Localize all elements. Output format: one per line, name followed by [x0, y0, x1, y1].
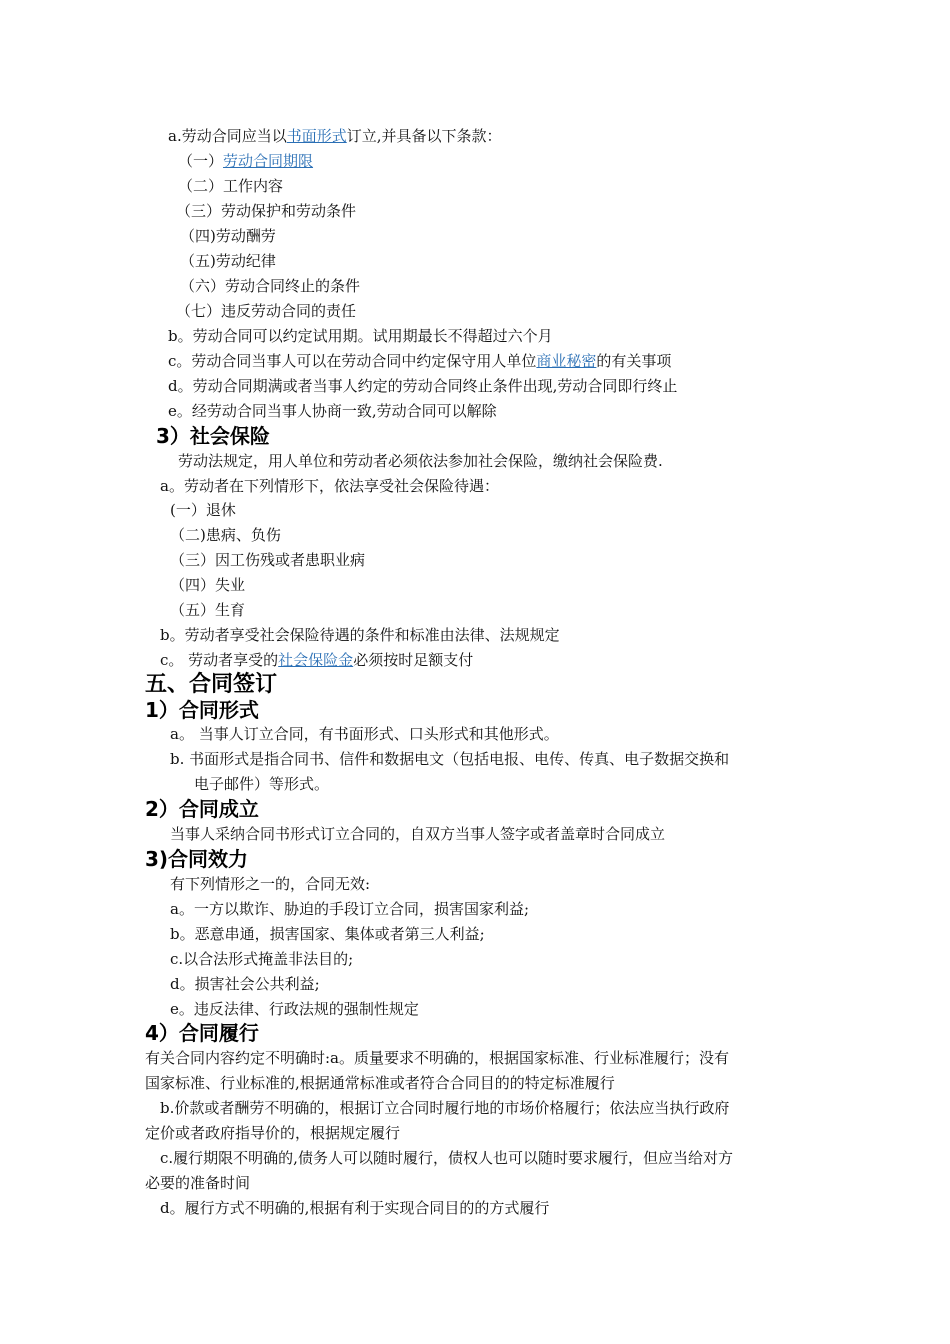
term-item-1-prefix: （一）	[178, 152, 224, 170]
social-item-1: (一）退休	[170, 501, 236, 519]
contract-performance-heading: 4）合同履行	[145, 1021, 259, 1045]
performance-c-line2: 必要的准备时间	[145, 1174, 251, 1192]
term-a-line	[168, 126, 502, 146]
performance-b-line1: b.价款或者酬劳不明确的，根据订立合同时履行地的市场价格履行；依法应当执行政府	[160, 1099, 730, 1117]
term-item-6: （六）劳动合同终止的条件	[180, 277, 361, 295]
term-e: e。经劳动合同当事人协商一致,劳动合同可以解除	[168, 402, 497, 420]
term-item-2: （二）工作内容	[178, 177, 284, 195]
term-c-line	[168, 351, 671, 371]
social-insurance-c-line	[160, 650, 473, 670]
contract-form-b-cont: 电子邮件）等形式。	[194, 775, 330, 793]
contract-form-b: b. 书面形式是指合同书、信件和数据电文（包括电报、电传、传真、电子数据交换和	[170, 750, 730, 768]
contract-formation-text: 当事人采纳合同书形式订立合同的，自双方当事人签字或者盖章时合同成立	[170, 825, 666, 843]
validity-a: a。一方以欺诈、胁迫的手段订立合同，损害国家利益;	[170, 900, 529, 918]
performance-a-line2: 国家标准、行业标准的,根据通常标准或者符合合同目的的特定标准履行	[145, 1074, 615, 1092]
social-insurance-intro: 劳动法规定，用人单位和劳动者必须依法参加社会保险，缴纳社会保险费.	[178, 452, 663, 470]
contract-term-link[interactable]: 劳动合同期限	[223, 152, 314, 170]
validity-b: b。恶意串通，损害国家、集体或者第三人利益;	[170, 925, 485, 943]
term-d: d。劳动合同期满或者当事人约定的劳动合同终止条件出现,劳动合同即行终止	[168, 377, 678, 395]
term-b: b。劳动合同可以约定试用期。试用期最长不得超过六个月	[168, 327, 553, 345]
validity-e: e。违反法律、行政法规的强制性规定	[170, 1000, 419, 1018]
social-insurance-a: a。劳动者在下列情形下，依法享受社会保险待遇：	[160, 477, 499, 495]
validity-intro: 有下列情形之一的，合同无效:	[170, 875, 371, 893]
term-item-4: （四)劳动酬劳	[180, 227, 276, 245]
term-a-text: a.劳动合同应当以	[168, 127, 287, 145]
social-item-3: （三）因工伤残或者患职业病	[170, 551, 366, 569]
contract-form-heading: 1）合同形式	[145, 698, 259, 722]
performance-c-line1: c.履行期限不明确的,债务人可以随时履行，债权人也可以随时要求履行，但应当给对方	[160, 1149, 733, 1167]
trade-secret-link[interactable]: 商业秘密	[536, 352, 597, 370]
term-item-7: （七）违反劳动合同的责任	[176, 302, 357, 320]
social-c-text: c。 劳动者享受的	[160, 651, 279, 669]
validity-c: c.以合法形式掩盖非法目的;	[170, 950, 354, 968]
term-a-text-end: 订立,并具备以下条款：	[346, 127, 502, 145]
written-form-link[interactable]: 书面形式	[286, 127, 347, 145]
social-insurance-b: b。劳动者享受社会保险待遇的条件和标准由法律、法规规定	[160, 626, 560, 644]
section-5-heading: 五、合同签订	[145, 672, 278, 697]
term-item-5: （五)劳动纪律	[180, 252, 276, 270]
social-insurance-fund-link[interactable]: 社会保险金	[278, 651, 354, 669]
contract-formation-heading: 2）合同成立	[145, 797, 259, 821]
contract-validity-heading: 3)合同效力	[145, 847, 249, 871]
social-item-2: （二)患病、负伤	[170, 526, 281, 544]
social-item-4: （四）失业	[170, 576, 246, 594]
term-c-text-end: 的有关事项	[596, 352, 672, 370]
validity-d: d。损害社会公共利益;	[170, 975, 320, 993]
performance-b-line2: 定价或者政府指导价的，根据规定履行	[145, 1124, 401, 1142]
performance-a-line1: 有关合同内容约定不明确时:a。质量要求不明确的，根据国家标准、行业标准履行；没有	[145, 1049, 730, 1067]
social-insurance-heading: 3）社会保险	[156, 424, 270, 448]
social-item-5: （五）生育	[170, 601, 246, 619]
contract-form-a: a。 当事人订立合同，有书面形式、口头形式和其他形式。	[170, 725, 559, 743]
term-c-text: c。劳动合同当事人可以在劳动合同中约定保守用人单位	[168, 352, 537, 370]
term-item-3: （三）劳动保护和劳动条件	[176, 202, 357, 220]
performance-d: d。履行方式不明确的,根据有利于实现合同目的的方式履行	[160, 1199, 550, 1217]
social-c-text-end: 必须按时足额支付	[353, 651, 474, 669]
term-item-1	[178, 151, 313, 171]
